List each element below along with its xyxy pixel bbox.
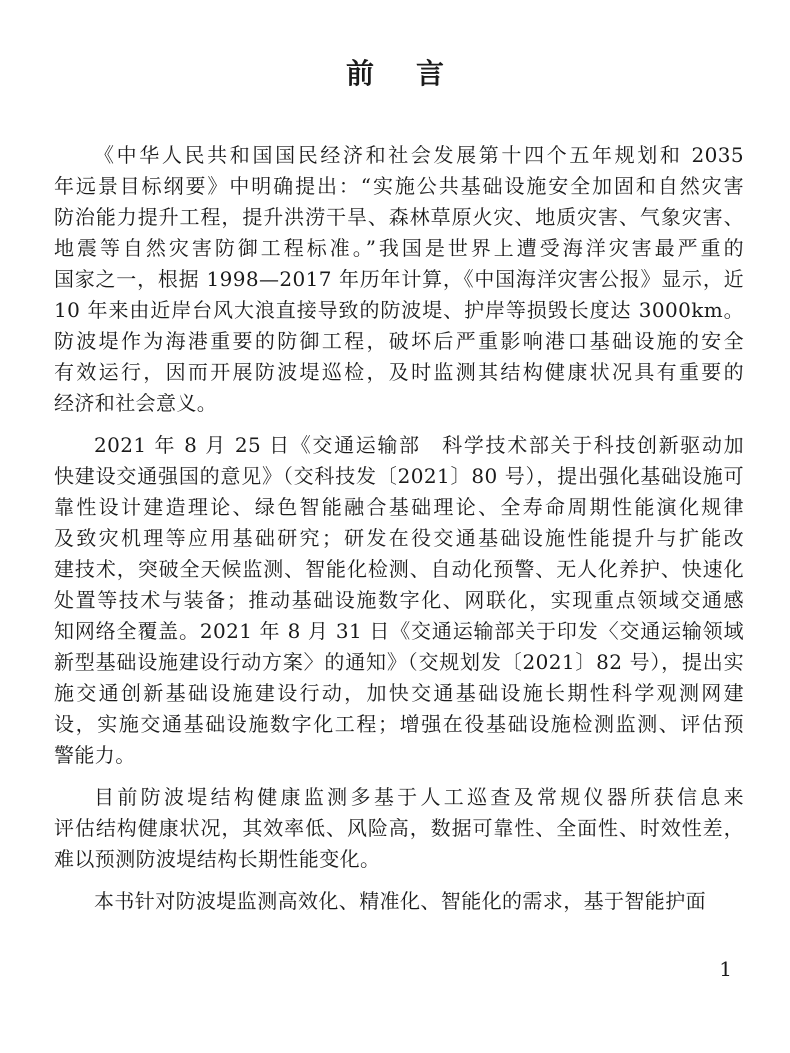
text-line: 本书针对防波堤监测高效化、精准化、智能化的需求，基于智能护面 bbox=[94, 889, 706, 913]
text-line: 设，实施交通基础设施数字化工程；增强在役基础设施检测监测、评估预 bbox=[54, 712, 744, 736]
text-line: 防波堤作为海港重要的防御工程，破坏后严重影响港口基础设施的安全 bbox=[54, 329, 744, 353]
paragraph bbox=[54, 886, 744, 917]
text-line: 2021 年 8 月 25 日《交通运输部 科学技术部关于科技创新驱动加 bbox=[94, 433, 744, 457]
text-line: 警能力。 bbox=[54, 743, 136, 767]
text-line: 施交通创新基础设施建设行动，加快交通基础设施长期性科学观测网建 bbox=[54, 681, 744, 705]
text-line: 评估结构健康状况，其效率低、风险高，数据可靠性、全面性、时效性差， bbox=[54, 816, 744, 840]
text-line: 有效运行，因而开展防波堤巡检，及时监测其结构健康状况具有重要的 bbox=[54, 360, 744, 384]
text-line: 国家之一，根据 1998—2017 年历年计算，《中国海洋灾害公报》显示，近 bbox=[54, 267, 744, 291]
text-line: 建技术，突破全天候监测、智能化检测、自动化预警、无人化养护、快速化 bbox=[54, 557, 744, 581]
text-line: 10 年来由近岸台风大浪直接导致的防波堤、护岸等损毁长度达 3000km。 bbox=[54, 298, 744, 322]
paragraph bbox=[54, 140, 744, 419]
page-title: 前言 bbox=[345, 57, 486, 90]
text-line: 新型基础设施建设行动方案〉的通知》（交规划发〔2021〕82 号），提出实 bbox=[54, 650, 744, 674]
text-line: 地震等自然灾害防御工程标准。”我国是世界上遭受海洋灾害最严重的 bbox=[54, 236, 744, 260]
text-line: 快建设交通强国的意见》（交科技发〔2021〕80 号），提出强化基础设施可 bbox=[54, 464, 744, 488]
text-line: 靠性设计建造理论、绿色智能融合基础理论、全寿命周期性能演化规律 bbox=[54, 495, 744, 519]
text-line: 经济和社会意义。 bbox=[54, 391, 218, 415]
text-line: 知网络全覆盖。2021 年 8 月 31 日《交通运输部关于印发〈交通运输领域 bbox=[54, 619, 744, 643]
text-line: 年远景目标纲要》中明确提出：“实施公共基础设施安全加固和自然灾害 bbox=[54, 174, 744, 198]
text-line: 防治能力提升工程，提升洪涝干旱、森林草原火灾、地质灾害、气象灾害、 bbox=[54, 205, 744, 229]
paragraph bbox=[54, 430, 744, 771]
text-line: 处置等技术与装备；推动基础设施数字化、网联化，实现重点领域交通感 bbox=[54, 588, 744, 612]
text-line: 难以预测防波堤结构长期性能变化。 bbox=[54, 847, 381, 871]
paragraph bbox=[54, 782, 744, 875]
text-line: 目前防波堤结构健康监测多基于人工巡查及常规仪器所获信息来 bbox=[94, 785, 744, 809]
document-body bbox=[54, 140, 744, 928]
page-number: 1 bbox=[719, 957, 732, 981]
text-line: 《中华人民共和国国民经济和社会发展第十四个五年规划和 2035 bbox=[94, 143, 744, 167]
text-line: 及致灾机理等应用基础研究；研发在役交通基础设施性能提升与扩能改 bbox=[54, 526, 744, 550]
